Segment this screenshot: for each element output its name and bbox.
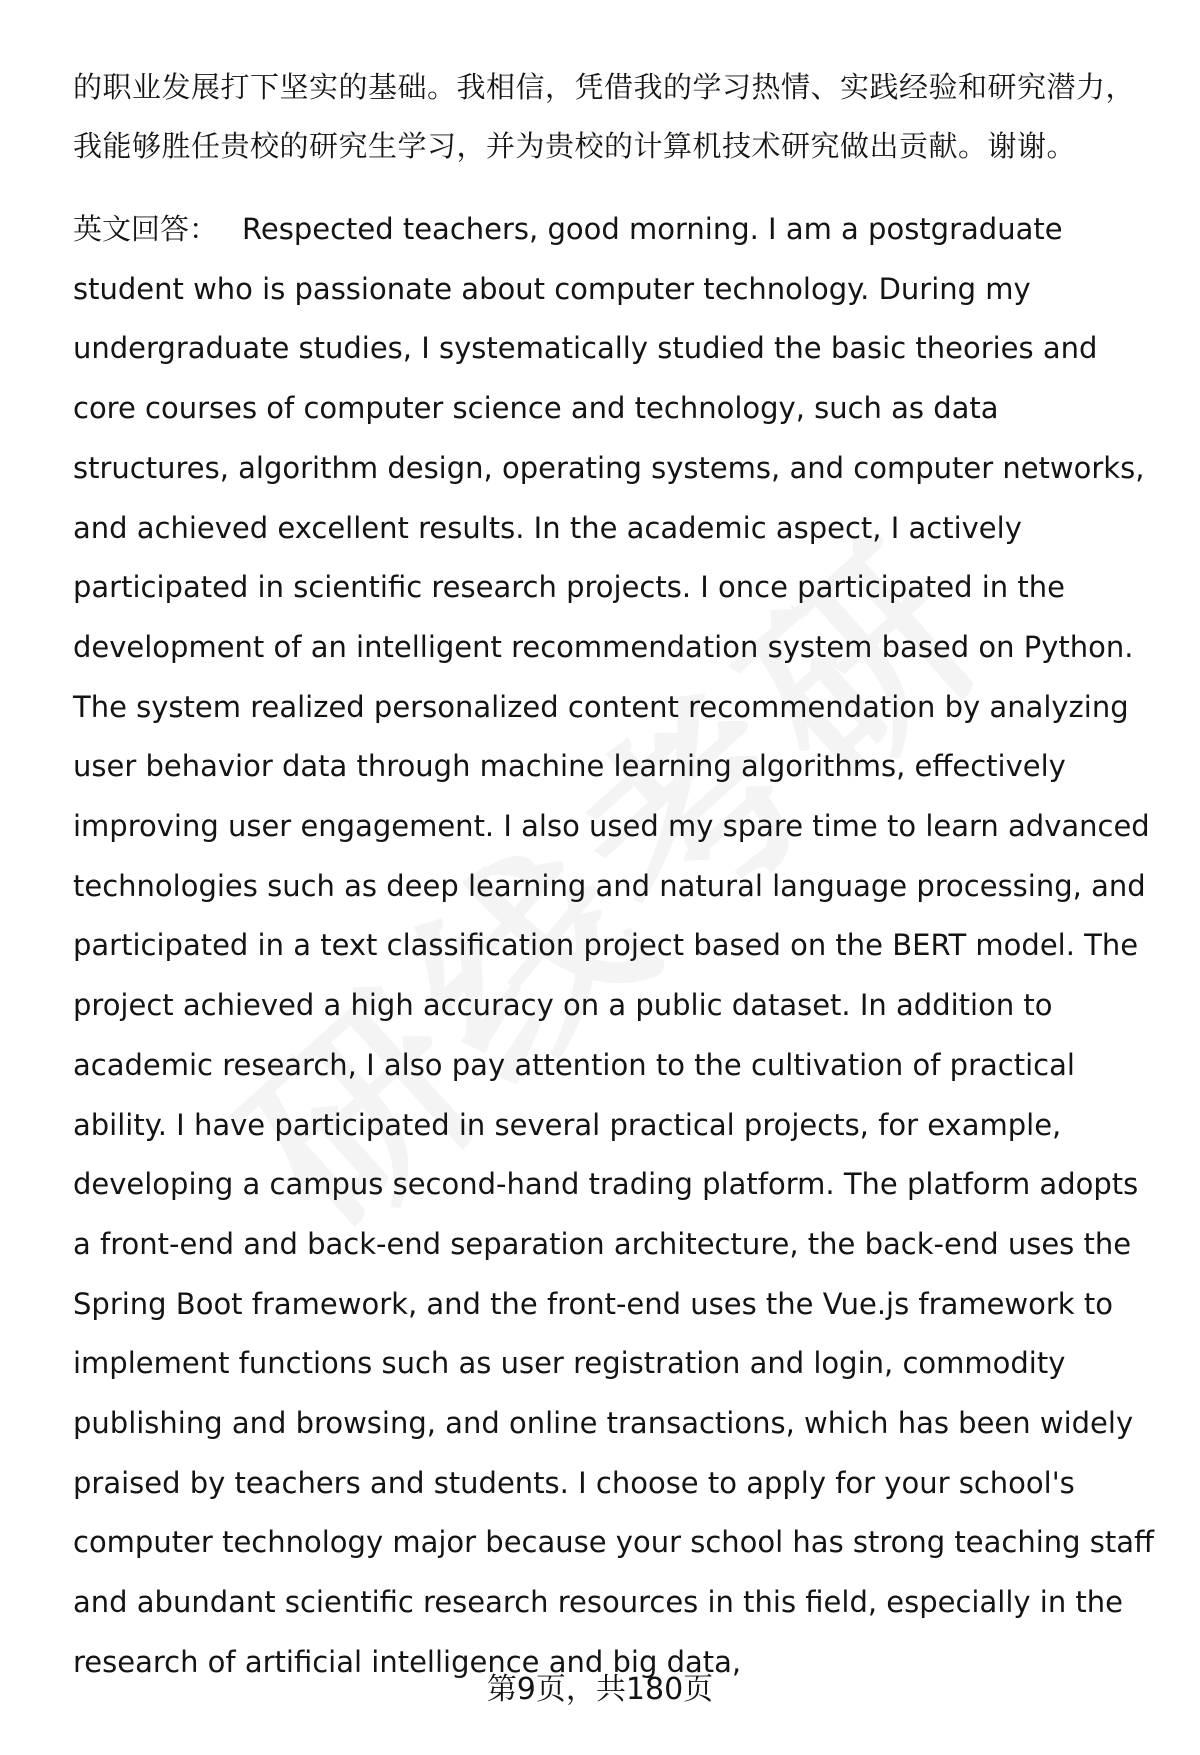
english-answer-text: Respected teachers, good morning. I am a postgraduate student who is passionate about computer technology. During my undergraduate studies, I systematically studied the basic theories and core courses of computer science and technology, such as data structures, algorithm design, operating systems, and computer networks, and achieved excellent results. In the academic aspect, I actively participated in scientific research projects. I once participated in the development of an intelligent recommendation system based on Python. The system realized personalized content recommendation by analyzing user behavior data through machine learning algorithms, effectively improving user engagement. I also used my spare time to learn advanced technologies such as deep learning and natural language processing, and participated in a text classification project based on the BERT model. The project achieved a high accuracy on a public dataset. In addition to academic research, I also pay attention to the cultivation of practical ability. I have participated in several practical projects, for example, developing a campus second-hand trading platform. The platform adopts a front-end and back-end separation architecture, the back-end uses the Spring Boot framework, and the front-end uses the Vue.js framework to implement functions such as user registration and login, commodity publishing and browsing, and online transactions, which has been widely praised by teachers and students. I choose to apply for your school's computer technology major because your school has strong teaching staff and abundant scientific research resources in this field, especially in the research of artificial intelligence and big data,	[73, 212, 1155, 1679]
english-answer-label: 英文回答：	[73, 212, 219, 246]
english-answer-paragraph	[73, 200, 1163, 1693]
intro-paragraph: 的职业发展打下坚实的基础。我相信，凭借我的学习热情、实践经验和研究潜力，我能够胜任贵校的研究生学习，并为贵校的计算机技术研究做出贡献。谢谢。	[73, 70, 1136, 163]
document-body	[73, 58, 1163, 1693]
page-indicator: 第9页，共180页	[486, 1672, 714, 1707]
